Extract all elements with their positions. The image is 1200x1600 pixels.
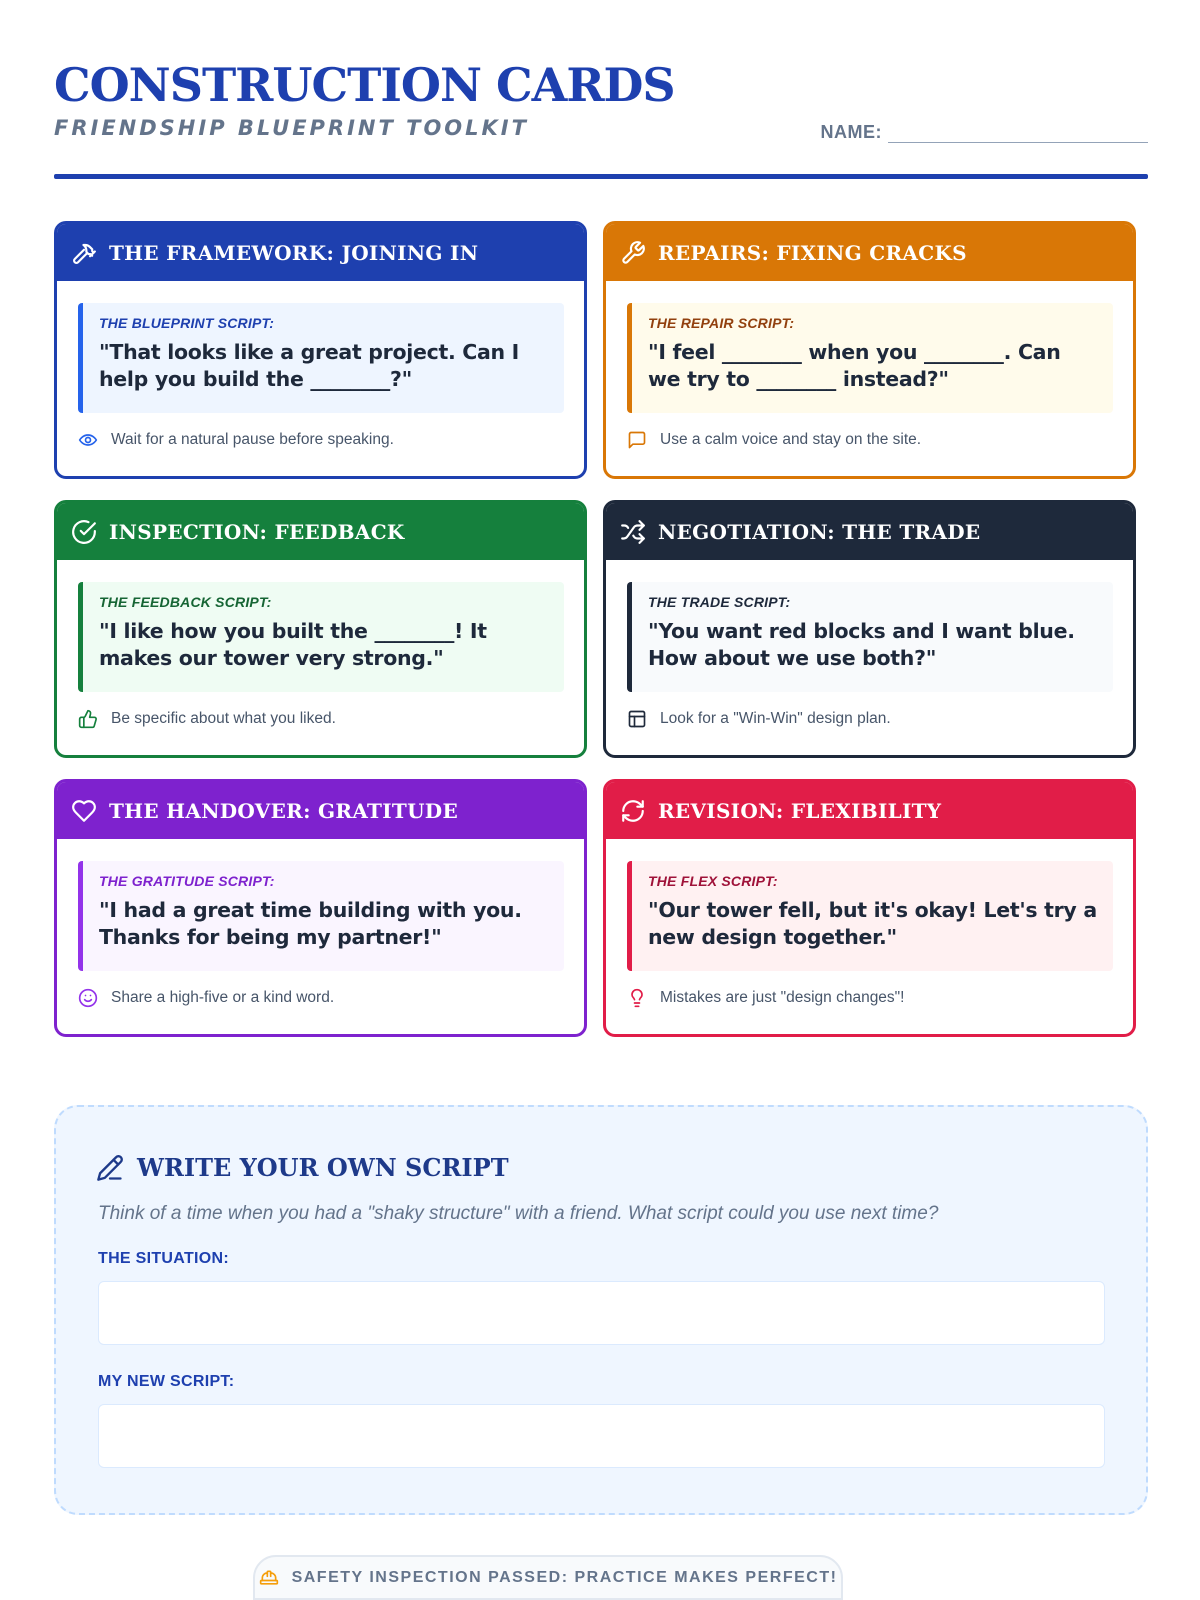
section-header xyxy=(96,1153,509,1182)
card-header xyxy=(57,782,584,839)
script-label: THE TRADE SCRIPT: xyxy=(648,594,791,610)
smiley-icon xyxy=(78,988,98,1008)
refresh-icon xyxy=(620,798,646,824)
card-inspection xyxy=(54,500,587,758)
wrench-icon xyxy=(620,240,646,266)
script-label: THE FLEX SCRIPT: xyxy=(648,873,778,889)
script-box xyxy=(627,861,1113,971)
card-negotiation xyxy=(603,500,1136,758)
card-repairs xyxy=(603,221,1136,479)
card-header xyxy=(57,503,584,560)
name-field[interactable] xyxy=(821,122,1149,143)
footer-text: SAFETY INSPECTION PASSED: PRACTICE MAKES PERFECT! xyxy=(291,1568,838,1586)
tip xyxy=(78,430,394,450)
tip-text: Use a calm voice and stay on the site. xyxy=(660,431,922,448)
page-title: CONSTRUCTION CARDS xyxy=(54,58,675,112)
card-title: NEGOTIATION: THE TRADE xyxy=(658,519,981,544)
tip xyxy=(78,988,334,1008)
section-title: WRITE YOUR OWN SCRIPT xyxy=(137,1153,509,1182)
header xyxy=(54,58,1148,178)
script-box xyxy=(78,861,564,971)
card-framework xyxy=(54,221,587,479)
hammer-icon xyxy=(71,240,97,266)
card-header xyxy=(606,503,1133,560)
tip xyxy=(627,430,921,450)
script-label: THE GRATITUDE SCRIPT: xyxy=(99,873,275,889)
pencil-icon xyxy=(96,1154,124,1182)
card-title: REVISION: FLEXIBILITY xyxy=(658,798,942,823)
script-label: THE BLUEPRINT SCRIPT: xyxy=(99,315,275,331)
tip-text: Mistakes are just "design changes"! xyxy=(660,989,905,1006)
heart-icon xyxy=(71,798,97,824)
script-box xyxy=(627,582,1113,692)
tip-text: Be specific about what you liked. xyxy=(111,710,336,727)
card-title: REPAIRS: FIXING CRACKS xyxy=(658,240,967,265)
script-label: THE REPAIR SCRIPT: xyxy=(648,315,795,331)
new-script-label: MY NEW SCRIPT: xyxy=(98,1373,235,1390)
tip-text: Look for a "Win-Win" design plan. xyxy=(660,710,891,727)
footer-badge xyxy=(253,1555,843,1600)
script-text: "I feel ________ when you ________. Can we try to ________ instead?" xyxy=(648,340,1061,391)
card-handover xyxy=(54,779,587,1037)
script-box xyxy=(78,303,564,413)
new-script-field[interactable] xyxy=(98,1404,1105,1468)
section-description: Think of a time when you had a "shaky structure" with a friend. What script could you use next time? xyxy=(98,1203,939,1224)
tip xyxy=(78,709,336,729)
script-text: "I like how you built the ________! It makes our tower very strong." xyxy=(99,619,487,670)
lightbulb-icon xyxy=(627,988,647,1008)
script-text: "That looks like a great project. Can I help you build the ________?" xyxy=(99,340,520,391)
speech-bubble-icon xyxy=(627,430,647,450)
card-title: THE HANDOVER: GRATITUDE xyxy=(109,798,458,823)
name-label: NAME: xyxy=(820,122,882,142)
check-circle-icon xyxy=(71,519,97,545)
layout-icon xyxy=(627,709,647,729)
hard-hat-icon xyxy=(259,1568,279,1588)
shuffle-icon xyxy=(620,519,646,545)
write-your-own-section xyxy=(54,1105,1148,1515)
tip xyxy=(627,988,905,1008)
card-title: THE FRAMEWORK: JOINING IN xyxy=(109,240,479,265)
card-title: INSPECTION: FEEDBACK xyxy=(109,519,405,544)
script-text: "Our tower fell, but it's okay! Let's try a new design together." xyxy=(648,898,1097,949)
tip-text: Wait for a natural pause before speaking. xyxy=(111,431,394,448)
script-box xyxy=(78,582,564,692)
script-box xyxy=(627,303,1113,413)
script-text: "You want red blocks and I want blue. How about we use both?" xyxy=(648,619,1075,670)
name-line[interactable] xyxy=(888,125,1148,143)
eye-icon xyxy=(78,430,98,450)
tip xyxy=(627,709,891,729)
thumbs-up-icon xyxy=(78,709,98,729)
card-revision xyxy=(603,779,1136,1037)
card-header xyxy=(606,224,1133,281)
card-header xyxy=(57,224,584,281)
situation-label: THE SITUATION: xyxy=(98,1250,230,1267)
script-text: "I had a great time building with you. Thanks for being my partner!" xyxy=(99,898,522,949)
card-header xyxy=(606,782,1133,839)
situation-field[interactable] xyxy=(98,1281,1105,1345)
tip-text: Share a high-five or a kind word. xyxy=(111,989,335,1006)
page-subtitle: FRIENDSHIP BLUEPRINT TOOLKIT xyxy=(54,116,529,140)
header-divider xyxy=(54,174,1148,179)
worksheet-page xyxy=(54,0,1148,1600)
script-label: THE FEEDBACK SCRIPT: xyxy=(99,594,272,610)
